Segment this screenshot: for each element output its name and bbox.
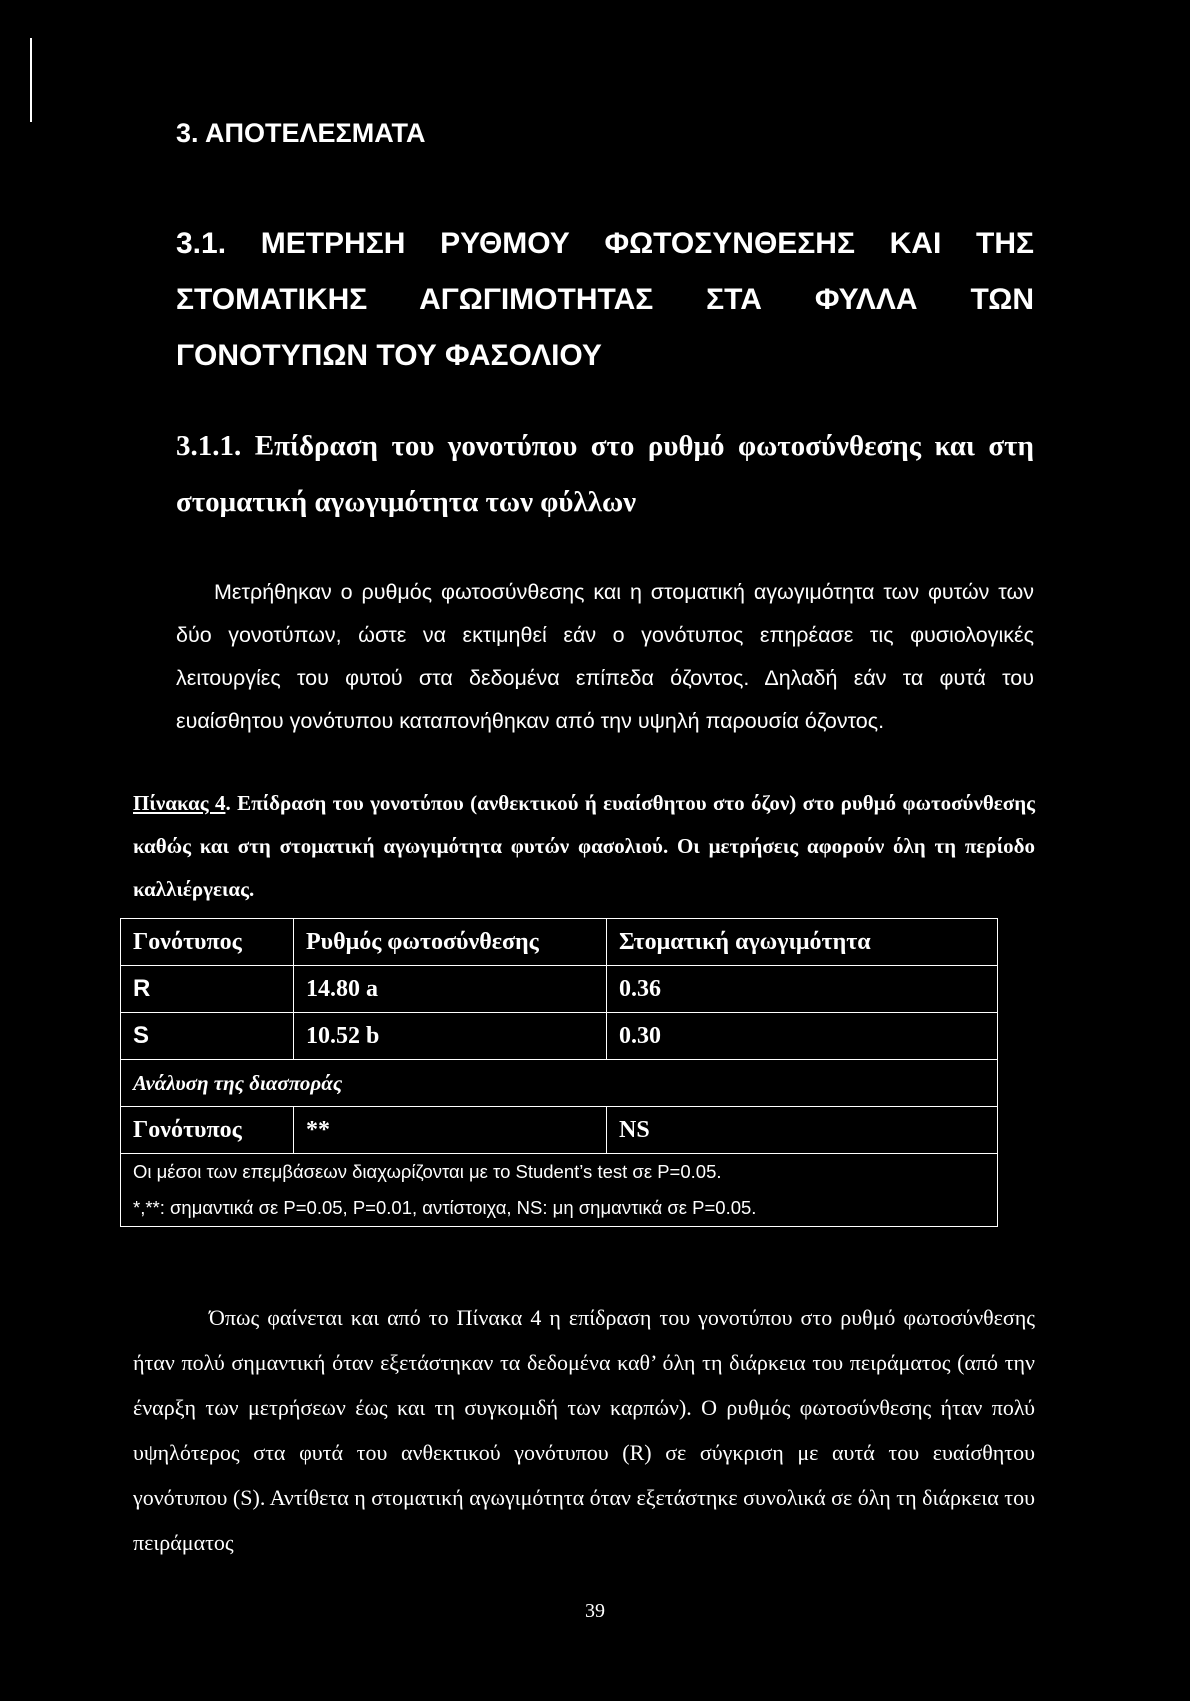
- page-number: 39: [585, 1600, 605, 1622]
- anova-label: Ανάλυση της διασποράς: [121, 1060, 998, 1107]
- cell-conductance: 0.30: [607, 1013, 998, 1060]
- table-note-2: *,**: σημαντικά σε P=0.05, P=0.01, αντίστοιχα, NS: μη σημαντικά σε P=0.05.: [121, 1190, 998, 1227]
- note-row: [121, 1154, 998, 1191]
- cell-genotype: S: [121, 1013, 294, 1060]
- anova-genotype: Γονότυπος: [121, 1107, 294, 1154]
- table-caption: [133, 782, 1035, 911]
- discussion-paragraph: Όπως φαίνεται και από το Πίνακα 4 η επίδραση του γονοτύπου στο ρυθμό φωτοσύνθεσης ήταν πολύ σημαντική όταν εξετάστηκαν τα δεδομένα καθ’ όλη τη διάρκεια του πειράματος (από την έναρξη των μετρήσεων έως και τη συγκομιδή των καρπών). Ο ρυθμός φωτοσύνθεσης ήταν πολύ υψηλότερος στα φυτά του ανθεκτικού γονότυπου (R) σε σύγκριση με αυτά του ευαίσθητου γονότυπου (S). Αντίθετα η στοματική αγωγιμότητα όταν εξετάστηκε συνολικά σε όλη τη διάρκεια του πειράματος: [133, 1305, 1035, 1555]
- cell-photosynthesis: 10.52 b: [294, 1013, 607, 1060]
- subsubsection-heading: 3.1.1. Επίδραση του γονοτύπου στο ρυθμό φωτοσύνθεσης και στη στοματική αγωγιμότητα των φύλλων: [176, 430, 1034, 518]
- anova-photosynthesis: **: [294, 1107, 607, 1154]
- cell-conductance: 0.36: [607, 966, 998, 1013]
- cell-photosynthesis: 14.80 a: [294, 966, 607, 1013]
- note-row: [121, 1190, 998, 1227]
- header-photosynthesis: Ρυθμός φωτοσύνθεσης: [294, 919, 607, 966]
- cell-genotype: R: [121, 966, 294, 1013]
- header-genotype: Γονότυπος: [121, 919, 294, 966]
- anova-label-row: [121, 1060, 998, 1107]
- table-caption-text: . Επίδραση του γονοτύπου (ανθεκτικού ή ευαίσθητου στο όζον) στο ρυθμό φωτοσύνθεσης καθώς και στη στοματική αγωγιμότητα φυτών φασολιού. Οι μετρήσεις αφορούν όλη τη περίοδο καλλιέργειας.: [133, 791, 1035, 901]
- subsection-heading: 3.1. ΜΕΤΡΗΣΗ ΡΥΘΜΟΥ ΦΩΤΟΣΥΝΘΕΣΗΣ ΚΑΙ ΤΗΣ ΣΤΟΜΑΤΙΚΗΣ ΑΓΩΓΙΜΟΤΗΤΑΣ ΣΤΑ ΦΥΛΛΑ ΤΩΝ ΓΟΝΟΤΥΠΩΝ ΤΟΥ ΦΑΣΟΛΙΟΥ: [176, 227, 1034, 372]
- table-header-row: [121, 919, 998, 966]
- anova-conductance: NS: [607, 1107, 998, 1154]
- table-caption-label: Πίνακας 4: [133, 791, 226, 815]
- table-note-1: Οι μέσοι των επεμβάσεων διαχωρίζονται με το Student’s test σε P=0.05.: [121, 1154, 998, 1191]
- anova-row: [121, 1107, 998, 1154]
- intro-paragraph: Μετρήθηκαν ο ρυθμός φωτοσύνθεσης και η στοματική αγωγιμότητα των φυτών των δύο γονοτύπων, ώστε να εκτιμηθεί εάν ο γονότυπος επηρέασε τις φυσιολογικές λειτουργίες του φυτού στα δεδομένα επίπεδα όζοντος. Δηλαδή εάν τα φυτά του ευαίσθητου γονότυπου καταπονήθηκαν από την υψηλή παρουσία όζοντος.: [176, 580, 1034, 733]
- table-row: [121, 966, 998, 1013]
- margin-line: [30, 38, 32, 122]
- header-conductance: Στοματική αγωγιμότητα: [607, 919, 998, 966]
- table-row: [121, 1013, 998, 1060]
- results-table: [120, 918, 998, 1227]
- section-heading: 3. ΑΠΟΤΕΛΕΣΜΑΤΑ: [176, 118, 426, 148]
